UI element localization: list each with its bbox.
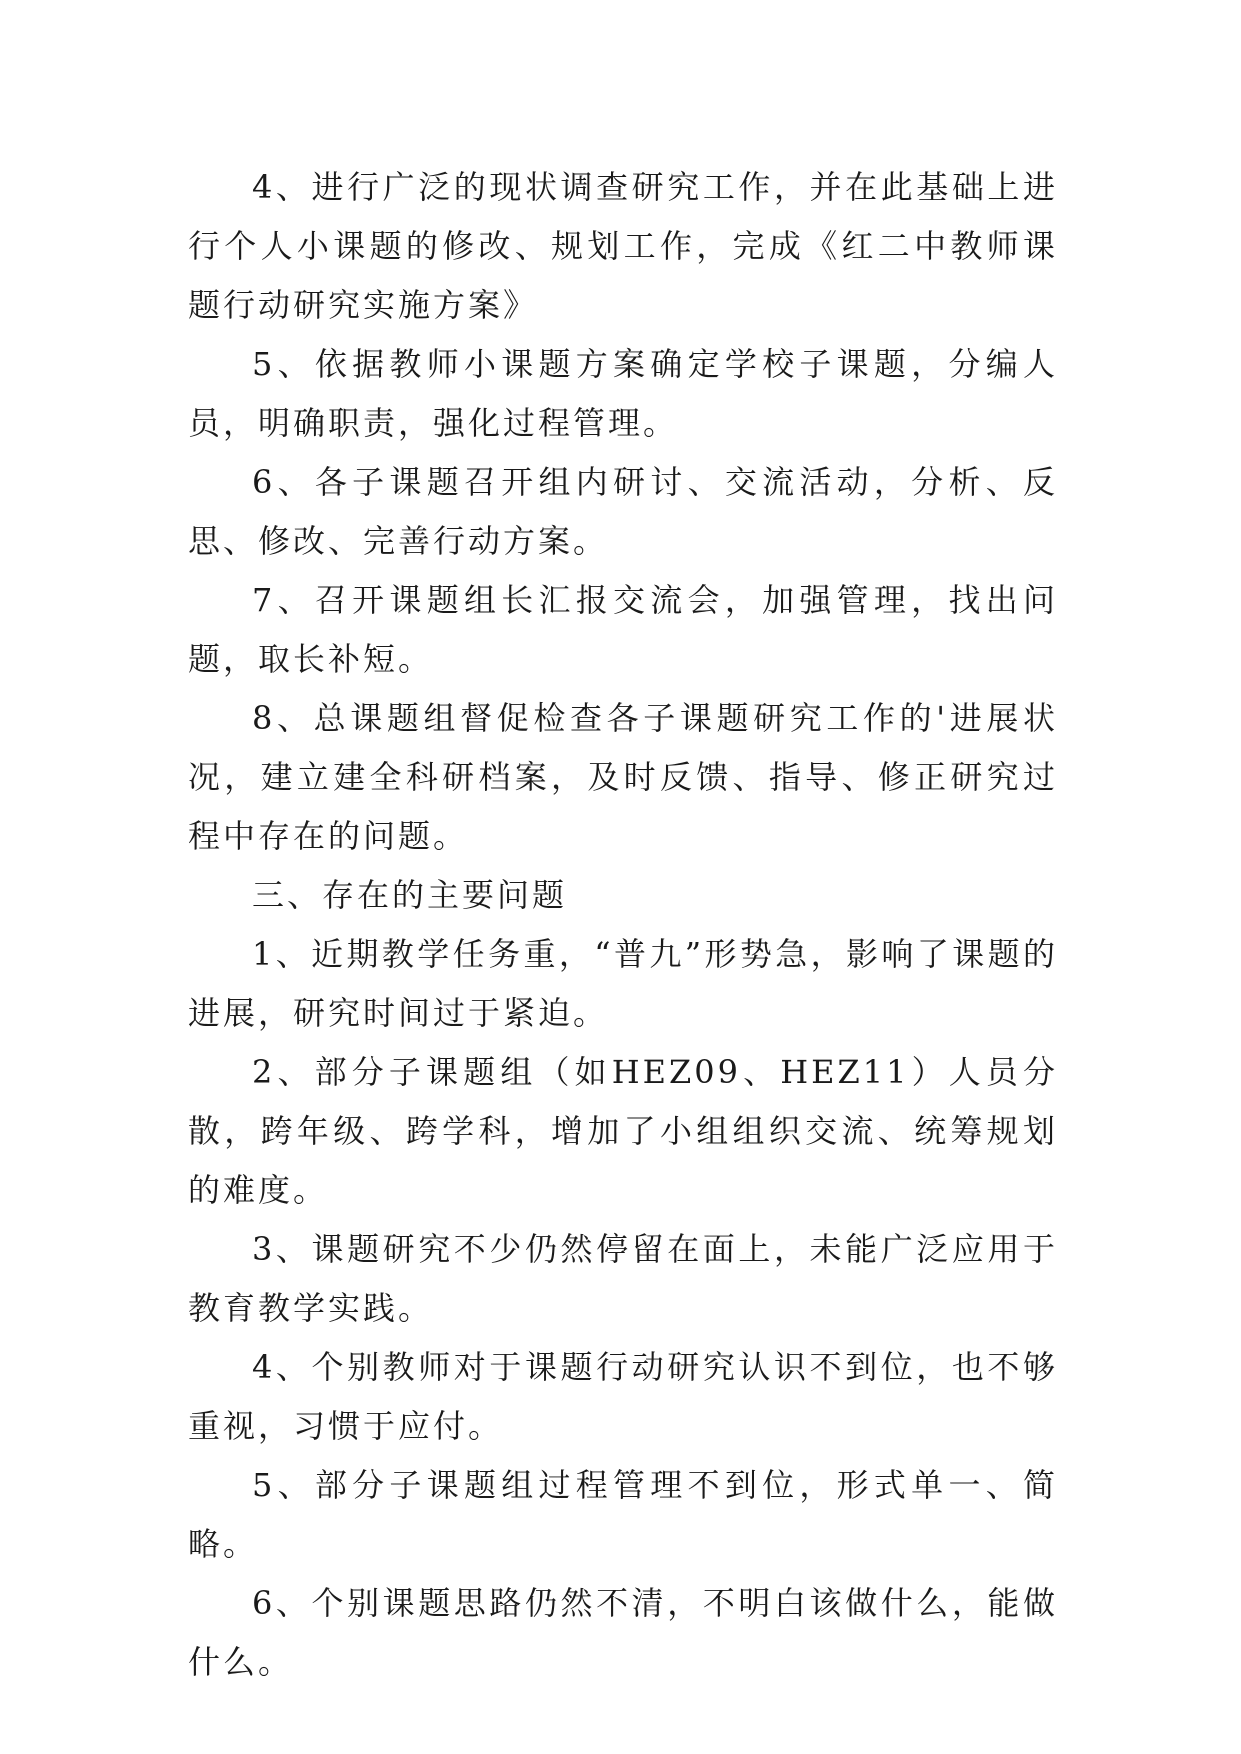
- document-body: [188, 158, 1058, 1692]
- problem-item-6: 6、个别课题思路仍然不清，不明白该做什么，能做什么。: [188, 1584, 1058, 1681]
- paragraph-item-5-subtopics: 5、依据教师小课题方案确定学校子课题，分编人员，明确职责，强化过程管理。: [188, 345, 1058, 442]
- problem-item-3: 3、课题研究不少仍然停留在面上，未能广泛应用于教育教学实践。: [188, 1230, 1058, 1327]
- problem-item-1: 1、近期教学任务重，“普九”形势急，影响了课题的进展，研究时间过于紧迫。: [188, 935, 1058, 1032]
- paragraph-item-6-discussion: 6、各子课题召开组内研讨、交流活动，分析、反思、修改、完善行动方案。: [188, 463, 1058, 560]
- paragraph-item-4-survey: 4、进行广泛的现状调查研究工作，并在此基础上进行个人小课题的修改、规划工作，完成《红二中教师课题行动研究实施方案》: [188, 168, 1058, 324]
- problem-item-5: 5、部分子课题组过程管理不到位，形式单一、简略。: [188, 1466, 1058, 1563]
- paragraph-item-7-meeting: 7、召开课题组长汇报交流会，加强管理，找出问题，取长补短。: [188, 581, 1058, 678]
- problem-item-4: 4、个别教师对于课题行动研究认识不到位，也不够重视，习惯于应付。: [188, 1348, 1058, 1445]
- problem-item-2: 2、部分子课题组（如HEZ09、HEZ11）人员分散，跨年级、跨学科，增加了小组组织交流、统筹规划的难度。: [188, 1053, 1058, 1209]
- section-heading-main-problems: 三、存在的主要问题: [252, 876, 568, 914]
- paragraph-item-8-supervision: 8、总课题组督促检查各子课题研究工作的'进展状况，建立建全科研档案，及时反馈、指导、修正研究过程中存在的问题。: [188, 699, 1058, 855]
